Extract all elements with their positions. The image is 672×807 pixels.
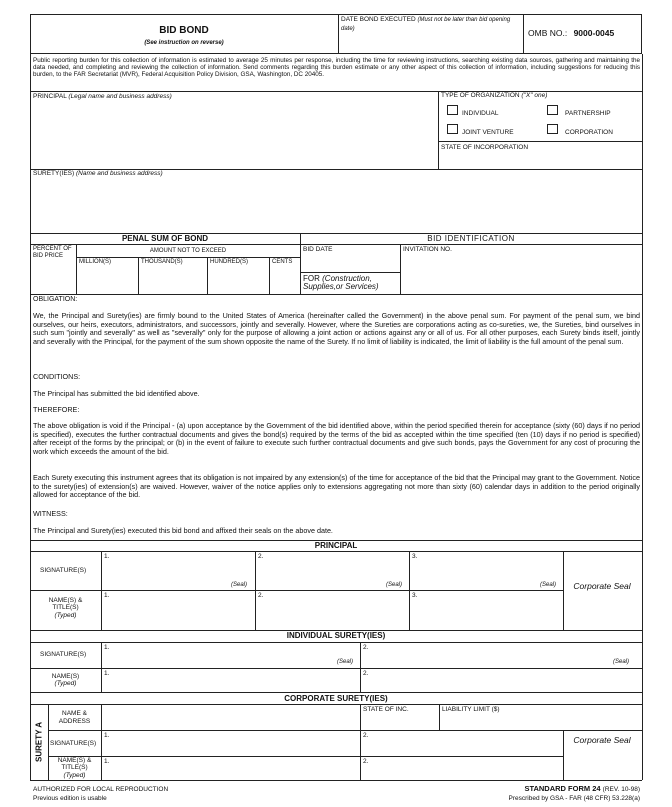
- principal-name-3-num: 3.: [412, 592, 418, 599]
- individual-seal-1: (Seal): [337, 659, 354, 665]
- therefore-heading: THEREFORE:: [33, 405, 80, 414]
- invitation-no-field[interactable]: INVITATION NO.: [403, 246, 452, 253]
- corporate-liability-field[interactable]: LIABILITY LIMIT ($): [442, 706, 500, 713]
- date-executed-label: DATE BOND EXECUTED: [341, 16, 416, 23]
- checkbox-corporation[interactable]: [547, 124, 558, 134]
- for-field[interactable]: [303, 275, 399, 292]
- obligation-heading: OBLIGATION:: [33, 296, 78, 303]
- conditions-text: The Principal has submitted the bid identified above.: [33, 389, 200, 398]
- principal-seal-2: (Seal): [386, 582, 403, 588]
- individual-names-label: NAME(S) (Typed): [51, 673, 80, 688]
- individual-surety-title: INDIVIDUAL SURETY(IES): [286, 631, 386, 640]
- corporate-names-label: NAME(S) & TITLE(S) (Typed): [57, 757, 92, 779]
- checkbox-partnership[interactable]: [547, 105, 558, 115]
- state-of-incorporation-field[interactable]: STATE OF INCORPORATION: [441, 144, 529, 151]
- principal-seal-3: (Seal): [540, 582, 557, 588]
- corporate-name-address-field[interactable]: [102, 705, 359, 729]
- corporate-sig-1-num: 1.: [104, 732, 110, 739]
- principal-sig-3-num: 3.: [412, 553, 418, 560]
- omb-number: [528, 29, 614, 39]
- footer-previous-edition: Previous edition is usable: [33, 795, 107, 802]
- sureties-label: SURETY(IES): [33, 170, 75, 177]
- col-cents[interactable]: CENTS: [272, 259, 293, 265]
- surety-a-side-label: SURETY A: [34, 721, 44, 763]
- omb-label: OMB NO.:: [528, 28, 568, 38]
- principal-sig-1-num: 1.: [104, 553, 110, 560]
- individual-name-1[interactable]: [102, 669, 359, 691]
- bid-date-field[interactable]: BID DATE: [303, 246, 333, 253]
- sureties-field[interactable]: [33, 170, 163, 177]
- corporate-signature-label: SIGNATURE(S): [50, 740, 97, 747]
- individual-name-2-num: 2.: [363, 670, 369, 677]
- corporate-signature-1[interactable]: [102, 731, 359, 755]
- principal-signature-label: SIGNATURE(S): [40, 567, 87, 574]
- org-type-label: TYPE OF ORGANIZATION ("X" one): [441, 92, 548, 99]
- checkbox-joint-venture[interactable]: [447, 124, 458, 134]
- sureties-note: (Name and business address): [75, 170, 163, 177]
- form-subtitle: (See instruction on reverse): [144, 40, 224, 46]
- penal-sum-title: PENAL SUM OF BOND: [121, 234, 209, 243]
- individual-sig-1-num: 1.: [104, 644, 110, 651]
- principal-sig-2-num: 2.: [258, 553, 264, 560]
- burden-statement: Public reporting burden for this collection of information is estimated to average 25 minutes per response, including the time for reviewing instructions, searching existing data sources, gathering and maintaining the data needed, and completing and reviewing the collection of information. Send comments regarding this burden estimate or any other aspect of this collection of information, including suggestions for reducing this burden, to the FAR Secretariat (MVR), Federal Acquisition Policy Division, GSA, Washington, DC 20405.: [33, 57, 640, 79]
- principal-corporate-seal: Corporate Seal: [573, 581, 631, 591]
- witness-text: The Principal and Surety(ies) executed this bid bond and affixed their seals on the above date.: [33, 526, 333, 535]
- for-label: FOR: [303, 274, 320, 283]
- for-note: (Construction, Supplies,or Services): [303, 274, 379, 292]
- individual-seal-2: (Seal): [613, 659, 630, 665]
- amount-not-to-exceed-label: AMOUNT NOT TO EXCEED: [149, 248, 227, 254]
- bid-identification-title: BID IDENTIFICATION: [427, 234, 515, 243]
- corporate-name-address-label: NAME & ADDRESS: [58, 710, 91, 725]
- col-millions[interactable]: MILLION(S): [79, 259, 112, 265]
- individual-name-1-num: 1.: [104, 670, 110, 677]
- form-revision: (REV. 10-98): [602, 786, 640, 793]
- option-joint-venture-label: JOINT VENTURE: [462, 129, 514, 136]
- date-executed-note: (Must not be later than bid opening date): [341, 17, 511, 32]
- principal-note: (Legal name and business address): [68, 93, 172, 100]
- checkbox-individual[interactable]: [447, 105, 458, 115]
- witness-heading: WITNESS:: [33, 509, 68, 518]
- corporate-name-1-num: 1.: [104, 758, 110, 765]
- conditions-heading: CONDITIONS:: [33, 372, 81, 381]
- footer-prescribed: Prescribed by GSA - FAR (48 CFR) 53.228(a): [508, 795, 640, 802]
- individual-signature-label: SIGNATURE(S): [40, 651, 87, 658]
- therefore-text-1: The above obligation is void if the Principal - (a) upon acceptance by the Government of the bid identified above, within the period specified therein for acceptance (sixty (60) days if no period is specified), executes the further contractual documents and gives the bond(s) required by the terms of the bid as accepted within the time specified (ten (10) days if no period is specified) after receipt of the forms by the principal; or (b) in the event of failure to execute such further contractual documents and give such bonds, pays the Government for any cost of procuring the work which exceeds the amount of the bid.: [33, 421, 640, 456]
- footer-form-id: [440, 785, 640, 794]
- col-thousands[interactable]: THOUSAND(S): [141, 259, 183, 265]
- percent-of-bid-label: PERCENT OF BID PRICE: [33, 246, 72, 259]
- form-title: BID BOND: [159, 25, 209, 36]
- option-corporation-label: CORPORATION: [565, 129, 613, 136]
- corporate-seal: Corporate Seal: [573, 735, 631, 745]
- individual-signature-2[interactable]: [361, 643, 641, 667]
- principal-name-1-num: 1.: [104, 592, 110, 599]
- principal-names-label: NAME(S) & TITLE(S) (Typed): [48, 597, 83, 619]
- standard-form-number: STANDARD FORM 24: [524, 784, 601, 793]
- principal-section-title: PRINCIPAL: [314, 541, 358, 550]
- individual-sig-2-num: 2.: [363, 644, 369, 651]
- principal-name-2-num: 2.: [258, 592, 264, 599]
- date-executed-field[interactable]: [341, 16, 521, 33]
- corporate-surety-title: CORPORATE SURETY(IES): [284, 694, 388, 703]
- footer-authorized: AUTHORIZED FOR LOCAL REPRODUCTION: [33, 786, 169, 793]
- principal-name-3[interactable]: [410, 591, 562, 629]
- individual-name-2[interactable]: [361, 669, 641, 691]
- corporate-name-1[interactable]: [102, 757, 359, 779]
- option-individual-label: INDIVIDUAL: [462, 110, 499, 117]
- principal-label: PRINCIPAL: [33, 93, 67, 100]
- corporate-sig-2-num: 2.: [363, 732, 369, 739]
- corporate-signature-2[interactable]: [361, 731, 562, 755]
- individual-signature-1[interactable]: [102, 643, 359, 667]
- principal-seal-1: (Seal): [231, 582, 248, 588]
- therefore-text-2: Each Surety executing this instrument agrees that its obligation is not impaired by any extension(s) of the time for acceptance of the bid that the Principal may grant to the Government. Notice to the surety(ies) of extension(s) are waived. However, waiver of the notice applies only to extensions aggregating not more than sixty (60) calendar days in addition to the period originally allowed for acceptance of the bid.: [33, 473, 640, 500]
- obligation-text: We, the Principal and Surety(ies) are firmly bound to the United States of America (hereinafter called the Government) in the above penal sum. For payment of the penal sum, we bind ourselves, our heirs, executors, administrators, and successors, jointly and severally. However, where the Sureties are corporations acting as co-sureties, we, the Sureties, bind ourselves in such sum "jointly and severally" as well as "severally" only for the purpose of allowing a joint action or actions against any or all of us. For all other purposes, each Surety binds itself, jointly and severally with the Principal, for the payment of the sum shown opposite the name of the Surety. If no limit of liability is indicated, the limit of liability is the full amount of the penal sum.: [33, 311, 640, 346]
- principal-field[interactable]: [33, 93, 172, 100]
- omb-value: 9000-0045: [573, 28, 615, 38]
- col-hundreds[interactable]: HUNDRED(S): [210, 259, 248, 265]
- principal-name-1[interactable]: [102, 591, 254, 629]
- corporate-name-2-num: 2.: [363, 758, 369, 765]
- corporate-name-2[interactable]: [361, 757, 562, 779]
- option-partnership-label: PARTNERSHIP: [565, 110, 611, 117]
- corporate-state-field[interactable]: STATE OF INC.: [363, 706, 409, 713]
- principal-name-2[interactable]: [256, 591, 408, 629]
